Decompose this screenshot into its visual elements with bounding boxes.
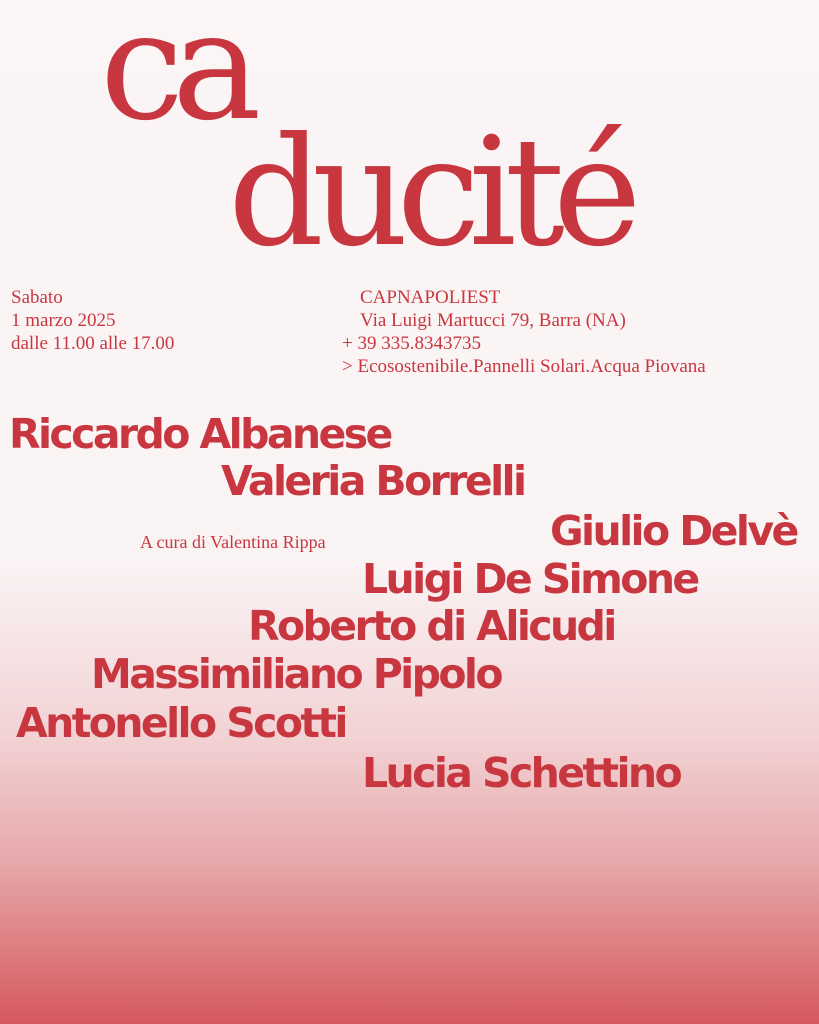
title-line-1: ca	[100, 0, 250, 154]
artist-name: Antonello Scotti	[16, 699, 346, 747]
venue-features: > Ecosostenibile.Pannelli Solari.Acqua Piovana	[342, 356, 706, 377]
event-info	[11, 286, 174, 355]
curator-credit: A cura di Valentina Rippa	[140, 532, 326, 552]
venue-info	[342, 286, 706, 378]
artist-name: Riccardo Albanese	[9, 410, 391, 458]
artist-name: Luigi De Simone	[362, 555, 698, 603]
venue-address: Via Luigi Martucci 79, Barra (NA)	[360, 310, 626, 331]
event-day: Sabato	[11, 287, 63, 308]
title-line-2: ducité	[228, 106, 630, 280]
venue-phone: + 39 335.8343735	[342, 333, 481, 354]
venue-name: CAPNAPOLIEST	[360, 287, 501, 308]
artist-name: Massimiliano Pipolo	[91, 650, 501, 698]
artist-name: Lucia Schettino	[362, 749, 681, 797]
event-hours: dalle 11.00 alle 17.00	[11, 333, 175, 354]
artist-name: Giulio Delvè	[550, 507, 797, 555]
artist-name: Roberto di Alicudi	[248, 602, 615, 650]
artist-name: Valeria Borrelli	[221, 457, 525, 505]
event-date: 1 marzo 2025	[11, 310, 116, 331]
